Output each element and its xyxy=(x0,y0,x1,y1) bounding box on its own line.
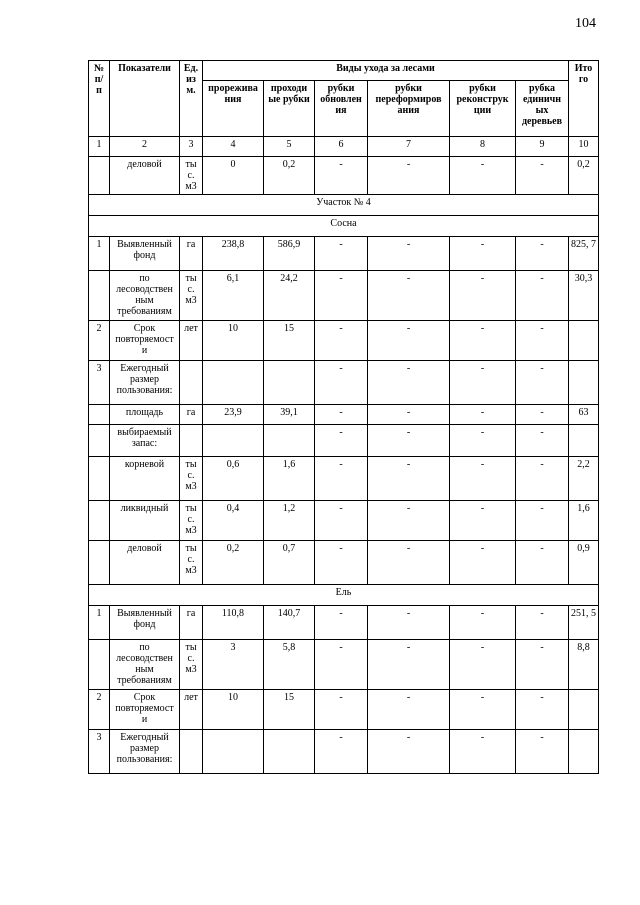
total-cell: 251, 5 xyxy=(569,606,599,640)
value-cell: - xyxy=(315,271,368,321)
row-number: 3 xyxy=(89,361,110,405)
section-row xyxy=(89,585,599,606)
header-thinning: прорежива ния xyxy=(203,81,264,137)
unit: га xyxy=(180,405,203,425)
section-title: Сосна xyxy=(89,216,599,237)
value-cell: - xyxy=(450,405,516,425)
value-cell: - xyxy=(315,730,368,774)
header-renewal-cutting: рубки обновлен ия xyxy=(315,81,368,137)
value-cell: - xyxy=(315,425,368,457)
value-cell: - xyxy=(450,690,516,730)
table-row xyxy=(89,690,599,730)
value-cell: - xyxy=(315,237,368,271)
value-cell: - xyxy=(516,361,569,405)
value-cell: - xyxy=(315,640,368,690)
unit: га xyxy=(180,606,203,640)
row-number xyxy=(89,640,110,690)
header-unit: Ед. из м. xyxy=(180,61,203,137)
value-cell: 586,9 xyxy=(264,237,315,271)
value-cell: - xyxy=(450,237,516,271)
value-cell: - xyxy=(368,501,450,541)
table-row xyxy=(89,501,599,541)
column-number: 7 xyxy=(368,137,450,157)
value-cell: - xyxy=(315,690,368,730)
value-cell: 1,2 xyxy=(264,501,315,541)
value-cell: - xyxy=(450,271,516,321)
value-cell: 10 xyxy=(203,690,264,730)
indicator-name: Ежегодный размер пользования: xyxy=(110,361,180,405)
row-number xyxy=(89,271,110,321)
value-cell: - xyxy=(450,730,516,774)
column-number: 4 xyxy=(203,137,264,157)
indicator-name: деловой xyxy=(110,157,180,195)
value-cell: - xyxy=(516,457,569,501)
unit xyxy=(180,730,203,774)
header-passage-cutting: проходи ые рубки xyxy=(264,81,315,137)
unit: ты с. м3 xyxy=(180,541,203,585)
value-cell: 110,8 xyxy=(203,606,264,640)
value-cell: - xyxy=(516,541,569,585)
value-cell: - xyxy=(516,690,569,730)
page-number: 104 xyxy=(575,16,596,31)
unit: ты с. м3 xyxy=(180,157,203,195)
unit: лет xyxy=(180,690,203,730)
value-cell: - xyxy=(315,457,368,501)
value-cell: - xyxy=(450,361,516,405)
column-number: 3 xyxy=(180,137,203,157)
section-row xyxy=(89,216,599,237)
value-cell: - xyxy=(516,606,569,640)
value-cell: - xyxy=(315,405,368,425)
value-cell: 23,9 xyxy=(203,405,264,425)
section-title: Ель xyxy=(89,585,599,606)
total-cell: 63 xyxy=(569,405,599,425)
indicator-name: Выявленный фонд xyxy=(110,237,180,271)
value-cell: - xyxy=(516,237,569,271)
unit: ты с. м3 xyxy=(180,501,203,541)
value-cell: 15 xyxy=(264,690,315,730)
total-cell: 1,6 xyxy=(569,501,599,541)
value-cell: - xyxy=(368,361,450,405)
value-cell: - xyxy=(368,321,450,361)
header-reformation-cutting: рубки переформиров ания xyxy=(368,81,450,137)
value-cell: - xyxy=(315,157,368,195)
value-cell: - xyxy=(516,640,569,690)
value-cell: - xyxy=(516,321,569,361)
value-cell: - xyxy=(368,730,450,774)
value-cell: - xyxy=(450,157,516,195)
table-row xyxy=(89,321,599,361)
table-row xyxy=(89,457,599,501)
value-cell: 140,7 xyxy=(264,606,315,640)
value-cell: 5,8 xyxy=(264,640,315,690)
value-cell: - xyxy=(368,405,450,425)
header-reconstruction-cutting: рубки реконструк ции xyxy=(450,81,516,137)
table-row xyxy=(89,730,599,774)
total-cell: 30,3 xyxy=(569,271,599,321)
total-cell: 8,8 xyxy=(569,640,599,690)
row-number: 3 xyxy=(89,730,110,774)
total-cell: 0,9 xyxy=(569,541,599,585)
value-cell: 24,2 xyxy=(264,271,315,321)
value-cell: 0,2 xyxy=(264,157,315,195)
header-care-types: Виды ухода за лесами xyxy=(203,61,569,81)
row-number xyxy=(89,541,110,585)
row-number xyxy=(89,157,110,195)
indicator-name: Ежегодный размер пользования: xyxy=(110,730,180,774)
unit: ты с. м3 xyxy=(180,457,203,501)
column-number: 5 xyxy=(264,137,315,157)
value-cell: 3 xyxy=(203,640,264,690)
indicator-name: корневой xyxy=(110,457,180,501)
value-cell: - xyxy=(516,271,569,321)
indicator-name: по лесоводствен ным требованиям xyxy=(110,271,180,321)
total-cell xyxy=(569,730,599,774)
value-cell: - xyxy=(315,361,368,405)
column-number: 8 xyxy=(450,137,516,157)
value-cell xyxy=(203,730,264,774)
value-cell xyxy=(203,361,264,405)
value-cell: 1,6 xyxy=(264,457,315,501)
value-cell: - xyxy=(450,457,516,501)
value-cell: - xyxy=(450,321,516,361)
table-row xyxy=(89,425,599,457)
total-cell xyxy=(569,690,599,730)
value-cell: 0,4 xyxy=(203,501,264,541)
header-number: № п/ п xyxy=(89,61,110,137)
table-row xyxy=(89,361,599,405)
value-cell: - xyxy=(450,640,516,690)
table-row xyxy=(89,237,599,271)
row-number: 1 xyxy=(89,237,110,271)
table-row xyxy=(89,541,599,585)
value-cell xyxy=(264,361,315,405)
unit: ты с. м3 xyxy=(180,640,203,690)
column-number: 6 xyxy=(315,137,368,157)
value-cell: - xyxy=(315,606,368,640)
column-number: 9 xyxy=(516,137,569,157)
value-cell: - xyxy=(368,690,450,730)
total-cell xyxy=(569,361,599,405)
table-row xyxy=(89,405,599,425)
value-cell: - xyxy=(315,501,368,541)
table-row xyxy=(89,606,599,640)
table-row xyxy=(89,157,599,195)
value-cell: - xyxy=(315,321,368,361)
unit xyxy=(180,361,203,405)
value-cell xyxy=(203,425,264,457)
row-number xyxy=(89,501,110,541)
value-cell: - xyxy=(450,541,516,585)
row-number xyxy=(89,405,110,425)
row-number: 1 xyxy=(89,606,110,640)
total-cell xyxy=(569,321,599,361)
value-cell: - xyxy=(368,640,450,690)
value-cell: 0,6 xyxy=(203,457,264,501)
forest-care-table xyxy=(88,60,599,774)
value-cell: - xyxy=(450,425,516,457)
value-cell: - xyxy=(368,425,450,457)
value-cell: - xyxy=(450,606,516,640)
unit: ты с. м3 xyxy=(180,271,203,321)
value-cell: - xyxy=(516,405,569,425)
total-cell xyxy=(569,425,599,457)
value-cell: 10 xyxy=(203,321,264,361)
value-cell: - xyxy=(368,457,450,501)
value-cell: - xyxy=(368,237,450,271)
section-row xyxy=(89,195,599,216)
value-cell: - xyxy=(516,501,569,541)
value-cell: 6,1 xyxy=(203,271,264,321)
header-indicator: Показатели xyxy=(110,61,180,137)
value-cell: 39,1 xyxy=(264,405,315,425)
column-number: 10 xyxy=(569,137,599,157)
value-cell: - xyxy=(516,730,569,774)
indicator-name: Срок повторяемост и xyxy=(110,690,180,730)
value-cell: - xyxy=(315,541,368,585)
indicator-name: ликвидный xyxy=(110,501,180,541)
value-cell: - xyxy=(368,157,450,195)
total-cell: 825, 7 xyxy=(569,237,599,271)
table-row xyxy=(89,640,599,690)
value-cell: 0 xyxy=(203,157,264,195)
row-number xyxy=(89,457,110,501)
indicator-name: Выявленный фонд xyxy=(110,606,180,640)
value-cell: 0,2 xyxy=(203,541,264,585)
value-cell: - xyxy=(368,271,450,321)
row-number: 2 xyxy=(89,321,110,361)
indicator-name: Срок повторяемост и xyxy=(110,321,180,361)
unit xyxy=(180,425,203,457)
section-title: Участок № 4 xyxy=(89,195,599,216)
value-cell: - xyxy=(516,157,569,195)
value-cell: - xyxy=(368,541,450,585)
value-cell: 15 xyxy=(264,321,315,361)
indicator-name: деловой xyxy=(110,541,180,585)
value-cell: 238,8 xyxy=(203,237,264,271)
total-cell: 2,2 xyxy=(569,457,599,501)
unit: лет xyxy=(180,321,203,361)
indicator-name: выбираемый запас: xyxy=(110,425,180,457)
header-total: Ито го xyxy=(569,61,599,137)
table-row xyxy=(89,271,599,321)
value-cell: - xyxy=(450,501,516,541)
indicator-name: по лесоводствен ным требованиям xyxy=(110,640,180,690)
value-cell xyxy=(264,730,315,774)
indicator-name: площадь xyxy=(110,405,180,425)
row-number: 2 xyxy=(89,690,110,730)
table-body xyxy=(89,157,599,774)
header-single-tree-cutting: рубка единичн ых деревьев xyxy=(516,81,569,137)
column-number: 1 xyxy=(89,137,110,157)
row-number xyxy=(89,425,110,457)
value-cell: 0,7 xyxy=(264,541,315,585)
value-cell: - xyxy=(368,606,450,640)
column-numbers-row xyxy=(89,137,599,157)
column-number: 2 xyxy=(110,137,180,157)
unit: га xyxy=(180,237,203,271)
value-cell: - xyxy=(516,425,569,457)
total-cell: 0,2 xyxy=(569,157,599,195)
value-cell xyxy=(264,425,315,457)
